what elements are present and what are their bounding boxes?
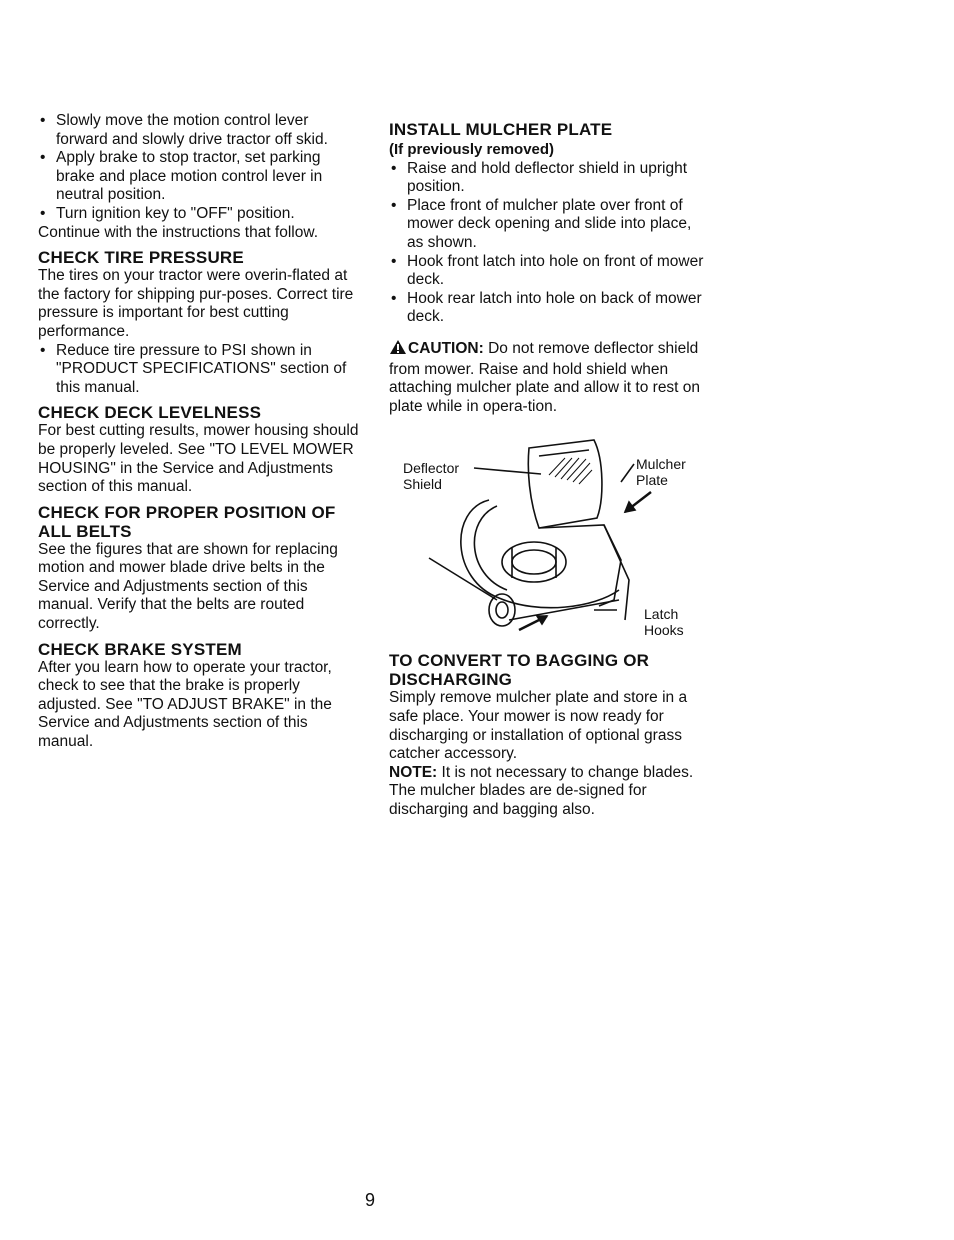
convert-bagging-body: Simply remove mulcher plate and store in a safe place. Your mower is now ready for discharging or installation of optional grass catcher accessory. <box>389 689 688 763</box>
list-item: • Apply brake to stop tractor, set parking brake and place motion control lever in neutral position. <box>38 149 360 205</box>
deck-levelness-heading: CHECK DECK LEVELNESS <box>38 403 262 423</box>
mulcher-plate-subheading: (If previously removed) <box>389 141 555 158</box>
caution-label: CAUTION: <box>408 339 484 357</box>
tire-pressure-bullet-list <box>38 342 360 398</box>
warning-triangle-icon <box>389 339 407 361</box>
tire-pressure-body: The tires on your tractor were overin-flated at the factory for shipping pur-poses. Correct tire pressure is important for best cutting performance. <box>38 267 354 340</box>
caution-text: Do not remove deflector shield from mower. Raise and hold shield when attaching mulcher plate and allow it to rest on plate while in opera-tion. <box>389 339 701 415</box>
brake-system-body: After you learn how to operate your tractor, check to see that the brake is properly adjusted. See "TO ADJUST BRAKE" in the Service and Adjustments section of this manual. <box>38 658 332 751</box>
list-item: • Raise and hold deflector shield in upright position. <box>389 160 711 197</box>
tire-pressure-heading: CHECK TIRE PRESSURE <box>38 248 244 268</box>
continue-text: Continue with the instructions that follow. <box>38 223 319 241</box>
note-text: It is not necessary to change blades. The mulcher blades are de-signed for discharging and bagging also. <box>389 763 694 818</box>
deck-levelness-body: For best cutting results, mower housing should be properly leveled. See "TO LEVEL MOWER HOUSING" in the Service and Adjustments section of this manual. <box>38 422 359 496</box>
left-column <box>38 112 360 752</box>
page-number: 9 <box>364 1190 375 1210</box>
convert-bagging-heading: TO CONVERT TO BAGGING OR DISCHARGING <box>389 651 650 690</box>
deflector-shield-label: Deflector Shield <box>403 460 460 493</box>
intro-bullet-list <box>38 112 360 224</box>
list-item: • Reduce tire pressure to PSI shown in "PRODUCT SPECIFICATIONS" section of this manual. <box>38 342 360 398</box>
brake-system-heading: CHECK BRAKE SYSTEM <box>38 639 242 659</box>
mulcher-plate-figure <box>389 430 711 645</box>
belts-body: See the figures that are shown for replacing motion and mower blade drive belts in the Service and Adjustments section of this manual. Verify that the belts are routed correctly. <box>38 540 338 633</box>
caution-paragraph <box>389 339 711 416</box>
list-item: • Slowly move the motion control lever forward and slowly drive tractor off skid. <box>38 112 360 149</box>
note-label: NOTE: <box>389 763 438 781</box>
mulcher-plate-heading: INSTALL MULCHER PLATE <box>389 120 613 139</box>
list-item: • Hook rear latch into hole on back of mower deck. <box>389 290 711 327</box>
mulcher-bullet-list <box>389 160 711 327</box>
note-paragraph <box>389 764 711 820</box>
list-item: • Place front of mulcher plate over front of mower deck opening and slide into place, as shown. <box>389 197 711 253</box>
list-item: • Hook front latch into hole on front of mower deck. <box>389 253 711 290</box>
belts-heading: CHECK FOR PROPER POSITION OF ALL BELTS <box>38 502 336 541</box>
right-column <box>389 112 711 819</box>
list-item: • Turn ignition key to "OFF" position. <box>38 205 360 224</box>
latch-hooks-label: Latch Hooks <box>644 606 684 639</box>
mulcher-plate-label: Mulcher Plate <box>636 456 686 489</box>
